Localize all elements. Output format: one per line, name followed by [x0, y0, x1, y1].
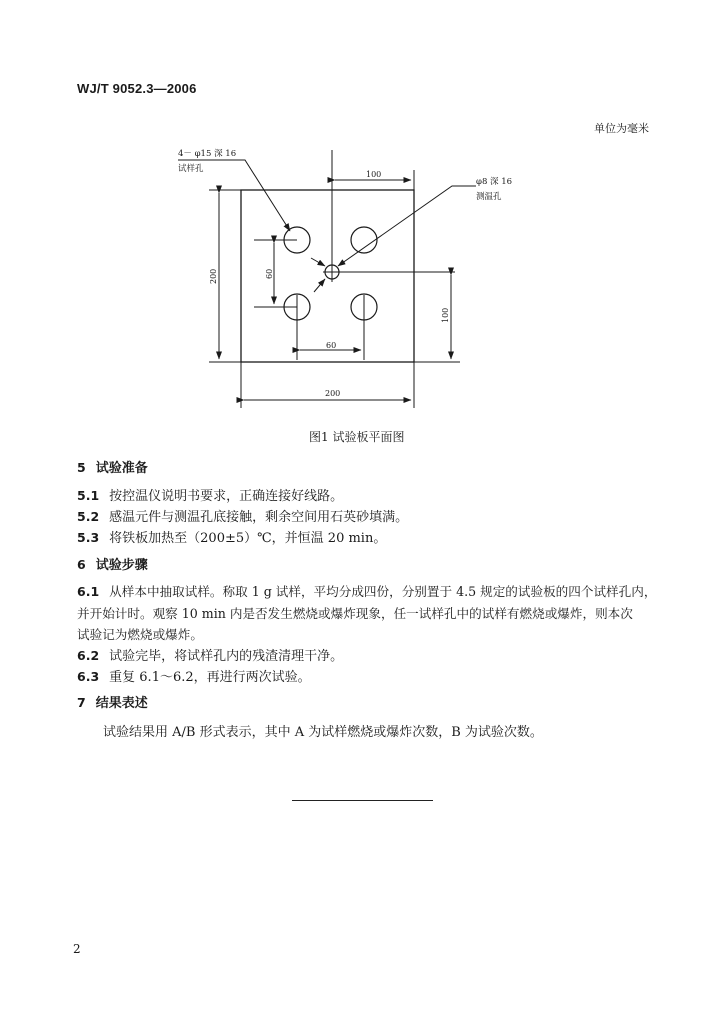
figure-caption: 图1 试验板平面图 [309, 430, 405, 444]
page-number: 2 [73, 942, 81, 956]
unit-note: 单位为毫米 [594, 122, 649, 135]
clause-6-1-line3: 试验记为燃烧或爆炸。 [77, 627, 203, 642]
leader-temp-hole [338, 186, 476, 266]
sample-hole-label: 试样孔 [178, 164, 204, 174]
section-6-heading: 6 试验步骤 [77, 557, 148, 573]
sample-hole [351, 227, 377, 253]
dim-spacing-x-label: 60 [326, 341, 337, 350]
dim-plate-width-label: 200 [325, 389, 341, 398]
document-id: WJ/T 9052.3—2006 [77, 81, 197, 96]
clause-6-1-line2: 并开始计时。观察 10 min 内是否发生燃烧或爆炸现象，任一试样孔中的试样有燃烧或爆炸，则本次 [77, 606, 633, 621]
clause-5-3: 5.3 将铁板加热至（200±5）℃，并恒温 20 min。 [77, 530, 387, 546]
clause-6-3: 6.3 重复 6.1～6.2，再进行两次试验。 [77, 669, 311, 685]
clause-5-2: 5.2 感温元件与测温孔底接触，剩余空间用石英砂填满。 [77, 509, 409, 525]
dim-spacing-y-label: 60 [265, 268, 274, 279]
clause-5-1: 5.1 按控温仪说明书要求，正确连接好线路。 [77, 488, 344, 504]
dim-center-x-label: 100 [366, 170, 382, 179]
temp-hole-label: 测温孔 [476, 192, 502, 202]
dim-center-y-label: 100 [441, 307, 450, 323]
end-rule [292, 800, 433, 801]
clause-6-2: 6.2 试验完毕，将试样孔内的残渣清理干净。 [77, 648, 344, 664]
sample-hole-spec-label: 4－ φ15 深 16 [178, 149, 237, 159]
section-7-text: 试验结果用 A/B 形式表示，其中 A 为试样燃烧或爆炸次数，B 为试验次数。 [103, 725, 543, 740]
test-plate-figure [0, 0, 724, 460]
dim-plate-height-label: 200 [209, 268, 218, 284]
section-5-heading: 5 试验准备 [77, 460, 148, 476]
clause-6-1: 6.1 从样本中抽取试样。称取 1 g 试样，平均分成四份，分别置于 4.5 规定的试验板的四个试样孔内， [77, 584, 657, 599]
section-7-heading: 7 结果表述 [77, 695, 148, 711]
temp-hole-spec-label: φ8 深 16 [476, 177, 513, 187]
